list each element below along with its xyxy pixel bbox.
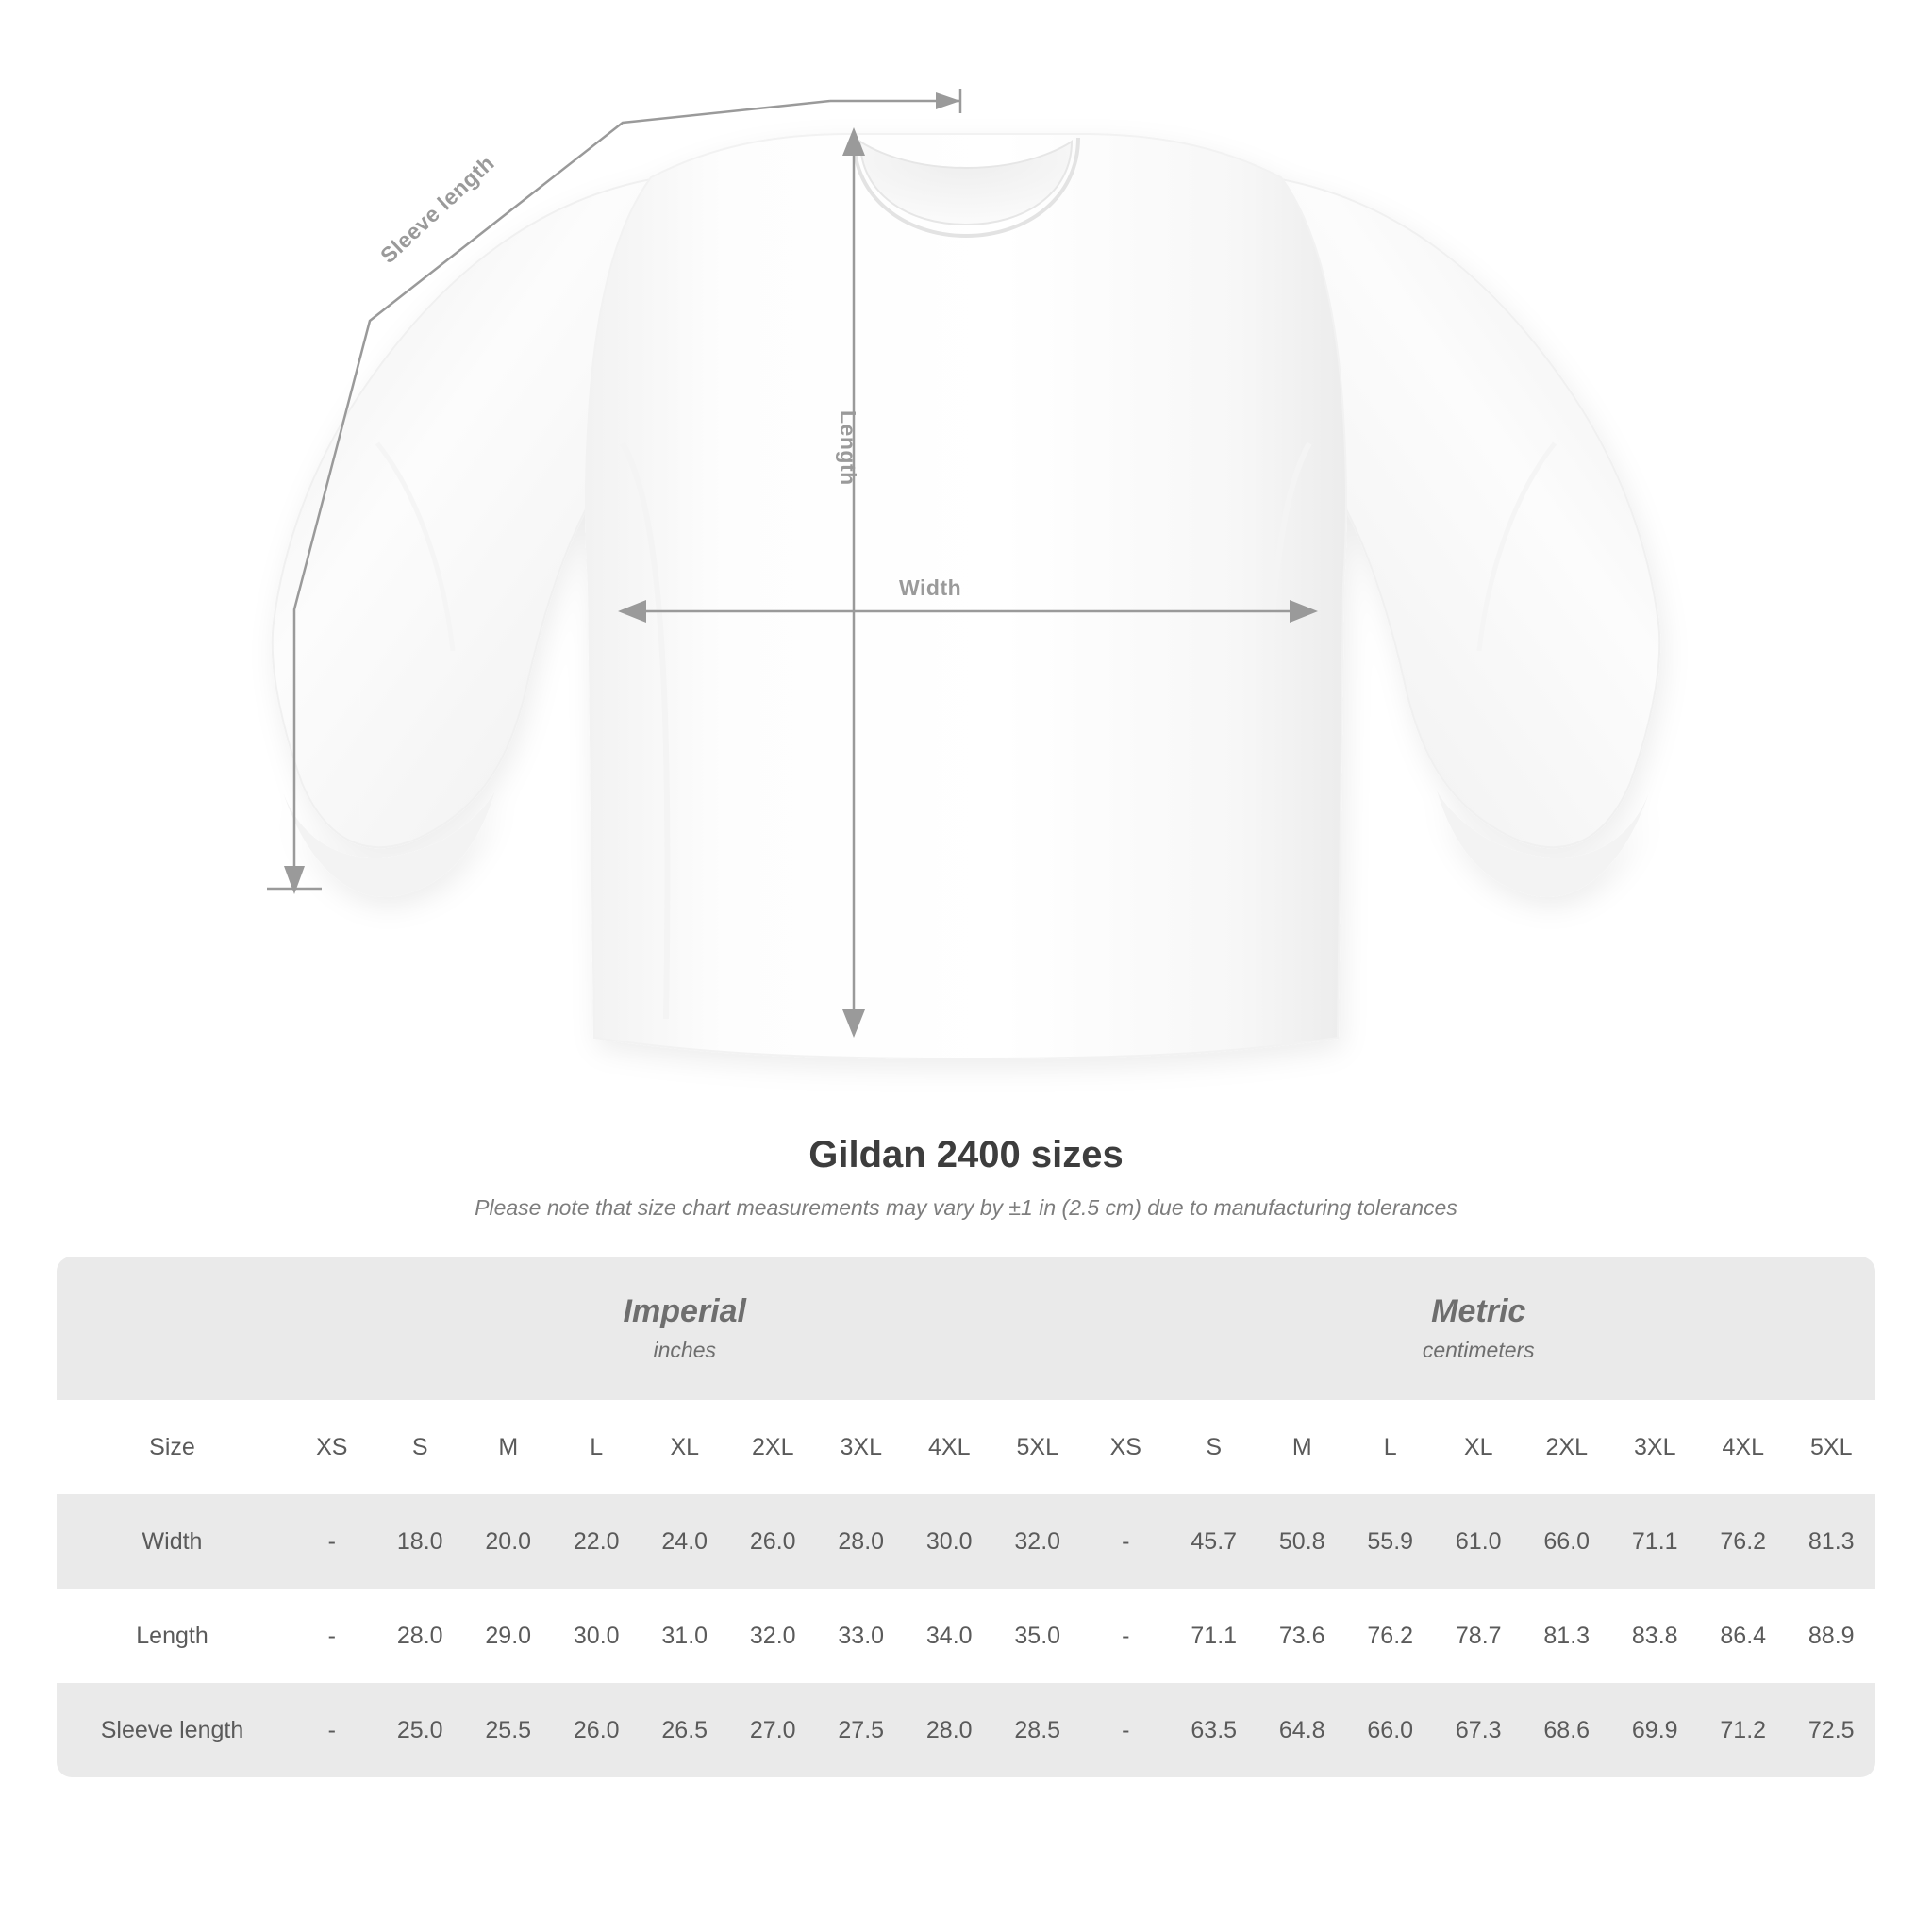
size-header-cell: S — [376, 1400, 465, 1494]
cell: 64.8 — [1258, 1683, 1347, 1777]
size-header-cell: 4XL — [1699, 1400, 1788, 1494]
cell: 83.8 — [1611, 1589, 1700, 1683]
cell: 66.0 — [1346, 1683, 1435, 1777]
size-header-cell: 3XL — [817, 1400, 906, 1494]
size-header-row — [57, 1400, 1875, 1494]
width-label: Width — [899, 575, 962, 600]
cell: 76.2 — [1699, 1494, 1788, 1589]
size-header-cell: XL — [641, 1400, 729, 1494]
cell: 81.3 — [1788, 1494, 1876, 1589]
cell: 32.0 — [993, 1494, 1082, 1589]
cell: - — [1082, 1683, 1171, 1777]
size-header-cell: M — [1258, 1400, 1347, 1494]
cell: 76.2 — [1346, 1589, 1435, 1683]
cell: 67.3 — [1435, 1683, 1524, 1777]
cell: 26.0 — [729, 1494, 818, 1589]
cell: - — [288, 1683, 376, 1777]
cell: 71.1 — [1611, 1494, 1700, 1589]
table-row — [57, 1683, 1875, 1777]
size-header-cell: L — [1346, 1400, 1435, 1494]
cell: 35.0 — [993, 1589, 1082, 1683]
cell: 30.0 — [906, 1494, 994, 1589]
cell: - — [288, 1494, 376, 1589]
size-header-cell: 2XL — [729, 1400, 818, 1494]
cell: 73.6 — [1258, 1589, 1347, 1683]
size-chart-table — [57, 1257, 1875, 1777]
cell: 25.5 — [464, 1683, 553, 1777]
table-row — [57, 1494, 1875, 1589]
shirt-shape — [273, 134, 1660, 1058]
unit-group-metric — [1082, 1257, 1876, 1400]
size-header-cell: 3XL — [1611, 1400, 1700, 1494]
cell: 78.7 — [1435, 1589, 1524, 1683]
cell: 24.0 — [641, 1494, 729, 1589]
row-label-width: Width — [57, 1494, 288, 1589]
cell: 45.7 — [1170, 1494, 1258, 1589]
cell: 69.9 — [1611, 1683, 1700, 1777]
size-header-cell: S — [1170, 1400, 1258, 1494]
cell: 71.2 — [1699, 1683, 1788, 1777]
tolerance-note: Please note that size chart measurements may vary by ±1 in (2.5 cm) due to manufacturing tolerances — [475, 1195, 1457, 1220]
cell: - — [1082, 1494, 1171, 1589]
unit-group-imperial-sub: inches — [653, 1338, 716, 1362]
row-label-sleeve-length: Sleeve length — [57, 1683, 288, 1777]
cell: 50.8 — [1258, 1494, 1347, 1589]
title-block — [0, 1134, 1932, 1221]
cell: 28.5 — [993, 1683, 1082, 1777]
cell: 20.0 — [464, 1494, 553, 1589]
cell: 31.0 — [641, 1589, 729, 1683]
size-header-cell: 2XL — [1523, 1400, 1611, 1494]
size-header-cell: 5XL — [993, 1400, 1082, 1494]
cell: 72.5 — [1788, 1683, 1876, 1777]
cell: 22.0 — [553, 1494, 641, 1589]
cell: 28.0 — [906, 1683, 994, 1777]
cell: 88.9 — [1788, 1589, 1876, 1683]
cell: 66.0 — [1523, 1494, 1611, 1589]
page-title: Gildan 2400 sizes — [808, 1134, 1124, 1175]
cell: 68.6 — [1523, 1683, 1611, 1777]
cell: 29.0 — [464, 1589, 553, 1683]
cell: 27.5 — [817, 1683, 906, 1777]
unit-group-metric-name: Metric — [1431, 1293, 1526, 1329]
size-header-cell: L — [553, 1400, 641, 1494]
cell: 28.0 — [376, 1589, 465, 1683]
cell: 81.3 — [1523, 1589, 1611, 1683]
size-header-cell: XL — [1435, 1400, 1524, 1494]
cell: - — [1082, 1589, 1171, 1683]
cell: - — [288, 1589, 376, 1683]
length-label: Length — [836, 410, 860, 486]
unit-group-imperial-name: Imperial — [623, 1293, 746, 1329]
size-header-label: Size — [57, 1400, 288, 1494]
unit-group-imperial — [288, 1257, 1082, 1400]
cell: 33.0 — [817, 1589, 906, 1683]
size-chart-table-wrapper — [57, 1257, 1875, 1777]
cell: 63.5 — [1170, 1683, 1258, 1777]
table-row — [57, 1589, 1875, 1683]
size-header-cell: XS — [288, 1400, 376, 1494]
row-label-length: Length — [57, 1589, 288, 1683]
size-header-cell: XS — [1082, 1400, 1171, 1494]
cell: 61.0 — [1435, 1494, 1524, 1589]
cell: 30.0 — [553, 1589, 641, 1683]
unit-row-spacer — [57, 1257, 288, 1400]
sleeve-length-label: Sleeve length — [375, 150, 499, 269]
cell: 25.0 — [376, 1683, 465, 1777]
unit-header-row — [57, 1257, 1875, 1400]
cell: 27.0 — [729, 1683, 818, 1777]
cell: 26.5 — [641, 1683, 729, 1777]
cell: 86.4 — [1699, 1589, 1788, 1683]
size-header-cell: 4XL — [906, 1400, 994, 1494]
cell: 18.0 — [376, 1494, 465, 1589]
cell: 71.1 — [1170, 1589, 1258, 1683]
cell: 55.9 — [1346, 1494, 1435, 1589]
size-header-cell: M — [464, 1400, 553, 1494]
cell: 26.0 — [553, 1683, 641, 1777]
unit-group-metric-sub: centimeters — [1422, 1338, 1535, 1362]
cell: 34.0 — [906, 1589, 994, 1683]
cell: 32.0 — [729, 1589, 818, 1683]
cell: 28.0 — [817, 1494, 906, 1589]
size-header-cell: 5XL — [1788, 1400, 1876, 1494]
